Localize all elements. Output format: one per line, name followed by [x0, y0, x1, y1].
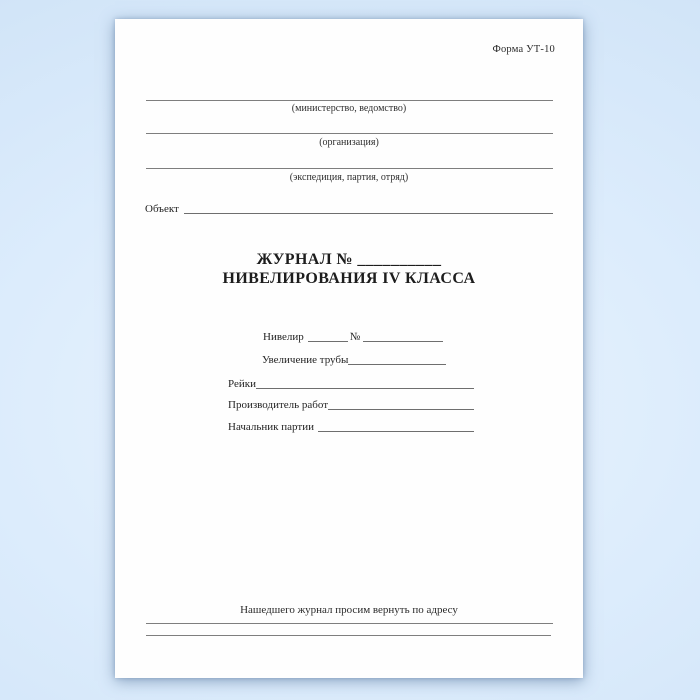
party-chief-label: Начальник партии	[228, 421, 314, 433]
work-producer-label: Производитель работ	[228, 399, 329, 411]
return-note: Нашедшего журнал просим вернуть по адресу	[240, 604, 458, 616]
form-code-label: Форма УТ-10	[492, 44, 555, 55]
return-address-line-2	[146, 635, 551, 636]
level-number-sign: №	[349, 331, 361, 343]
journal-title	[115, 250, 583, 288]
rods-blank-line	[256, 376, 474, 389]
ministry-blank-line	[146, 100, 553, 101]
level-number-blank-line	[363, 329, 443, 342]
journal-title-line2: НИВЕЛИРОВАНИЯ IV КЛАССА	[222, 270, 476, 287]
object-field	[145, 201, 553, 215]
object-label: Объект	[145, 203, 179, 215]
level-label: Нивелир	[263, 331, 304, 343]
journal-cover-page	[115, 19, 583, 678]
rods-field	[228, 376, 474, 390]
level-blank-line	[308, 329, 348, 342]
organization-caption: (организация)	[319, 137, 379, 148]
ministry-caption: (министерство, ведомство)	[291, 103, 407, 114]
work-producer-blank-line	[328, 397, 474, 410]
party-chief-field	[228, 419, 474, 433]
tube-magnification-label: Увеличение трубы	[262, 354, 349, 366]
level-field	[263, 329, 443, 343]
work-producer-field	[228, 397, 474, 411]
tube-magnification-blank-line	[348, 352, 446, 365]
rods-label: Рейки	[228, 378, 256, 390]
expedition-caption: (экспедиция, партия, отряд)	[289, 172, 409, 183]
tube-magnification-field	[262, 352, 446, 366]
return-address-line-1	[146, 623, 553, 624]
party-chief-blank-line	[318, 419, 474, 432]
object-blank-line	[184, 201, 553, 214]
expedition-blank-line	[146, 168, 553, 169]
journal-title-line1: ЖУРНАЛ № __________	[256, 251, 442, 268]
organization-blank-line	[146, 133, 553, 134]
